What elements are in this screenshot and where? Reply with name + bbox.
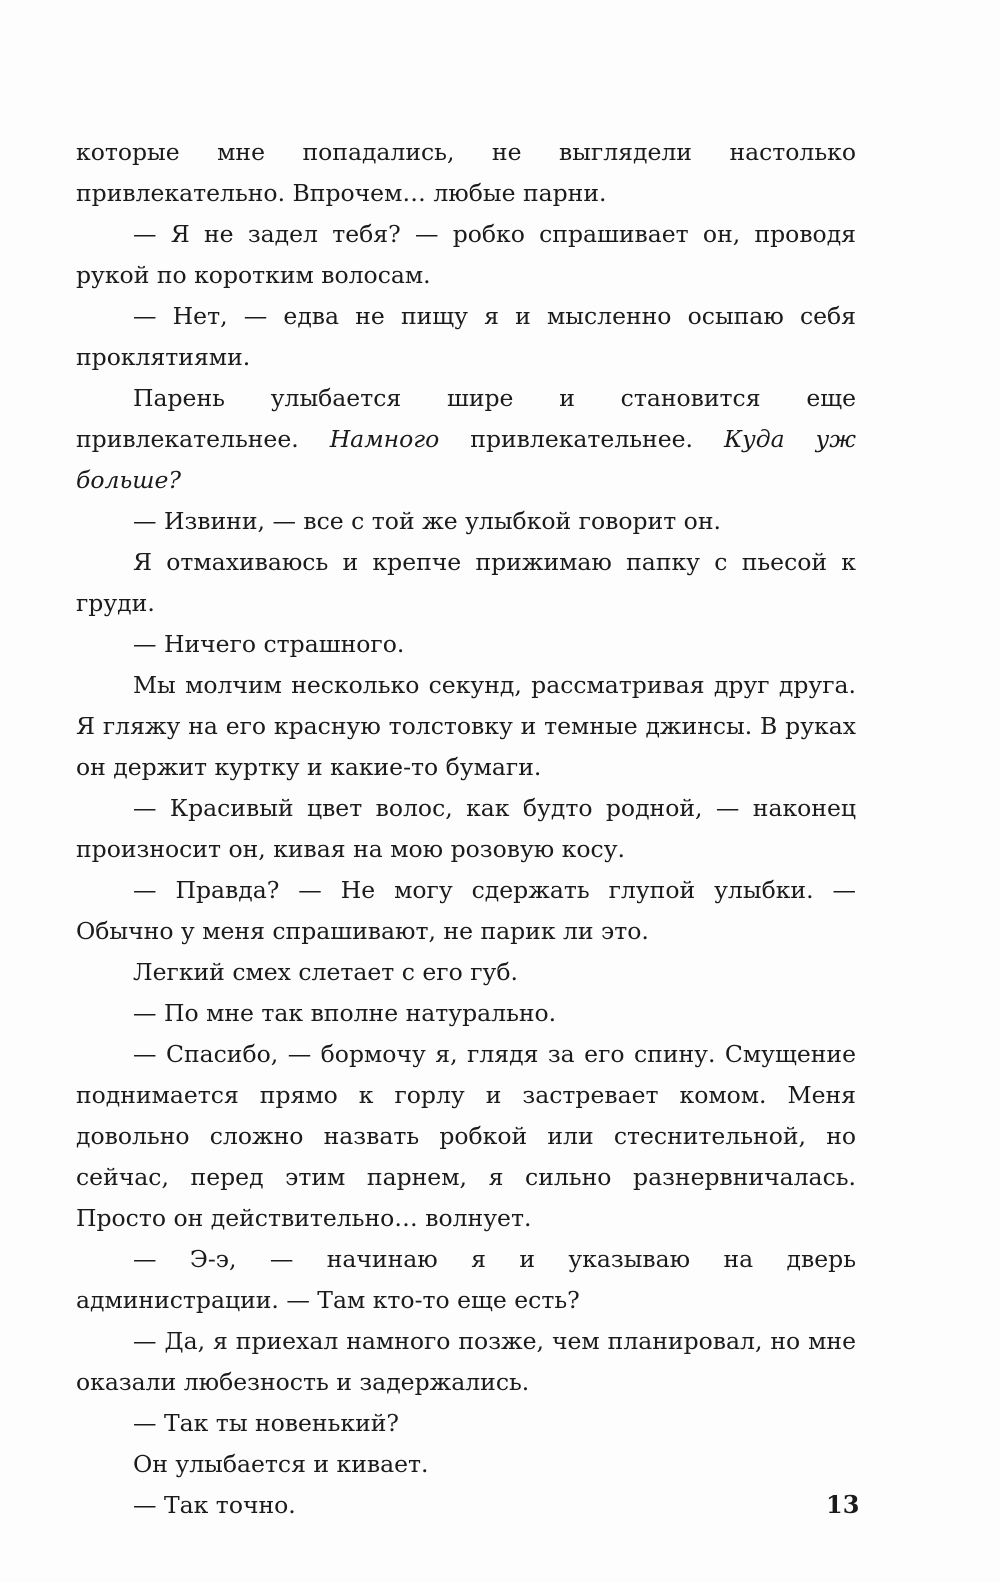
paragraph: — Э-э, — начинаю я и указываю на дверь администрации. — Там кто-то еще есть? bbox=[76, 1245, 856, 1314]
paragraph: — Я не задел тебя? — робко спрашивает он, проводя рукой по коротким волосам. bbox=[76, 220, 856, 289]
paragraph: Он улыбается и кивает. bbox=[133, 1450, 429, 1478]
paragraph: Мы молчим несколько секунд, рассматривая друг друга. Я гляжу на его красную толстовку и темные джинсы. В руках он держит куртку и какие-то бумаги. bbox=[76, 671, 856, 781]
paragraph: — Так точно. bbox=[133, 1491, 296, 1519]
paragraph bbox=[76, 378, 856, 501]
paragraph: — Правда? — Не могу сдержать глупой улыбки. — Обычно у меня спрашивают, не парик ли это. bbox=[76, 876, 856, 945]
paragraph: Я отмахиваюсь и крепче прижимаю папку с пьесой к груди. bbox=[76, 548, 856, 617]
italic-text: Куда уж больше? bbox=[76, 425, 856, 494]
body-text bbox=[76, 132, 856, 1526]
paragraph: — Нет, — едва не пищу я и мысленно осыпаю себя проклятиями. bbox=[76, 302, 856, 371]
paragraph: — Да, я приехал намного позже, чем планировал, но мне оказали любезность и задержались. bbox=[76, 1327, 856, 1396]
page-number: 13 bbox=[826, 1490, 860, 1519]
paragraph: — Так ты новенький? bbox=[133, 1409, 400, 1437]
paragraph: — Красивый цвет волос, как будто родной, — наконец произносит он, кивая на мою розовую косу. bbox=[76, 794, 856, 863]
paragraph: — Спасибо, — бормочу я, глядя за его спину. Смущение поднимается прямо к горлу и застревает комом. Меня довольно сложно назвать робкой или стеснительной, но сейчас, перед этим парнем, я сильно разнервничалась. Просто он действительно… волнует. bbox=[76, 1040, 856, 1232]
paragraph-text: Парень улыбается шире и становится еще привлекательнее. bbox=[76, 384, 856, 453]
paragraph: Легкий смех слетает с его губ. bbox=[133, 958, 518, 986]
paragraph: — Ничего страшного. bbox=[133, 630, 405, 658]
italic-text: Намного bbox=[329, 425, 440, 453]
paragraph: — Извини, — все с той же улыбкой говорит он. bbox=[133, 507, 721, 535]
paragraph: которые мне попадались, не выглядели настолько привлекательно. Впрочем… любые парни. bbox=[76, 138, 856, 207]
paragraph-text: привлекательнее. bbox=[439, 425, 724, 453]
paragraph: — По мне так вполне натурально. bbox=[133, 999, 557, 1027]
